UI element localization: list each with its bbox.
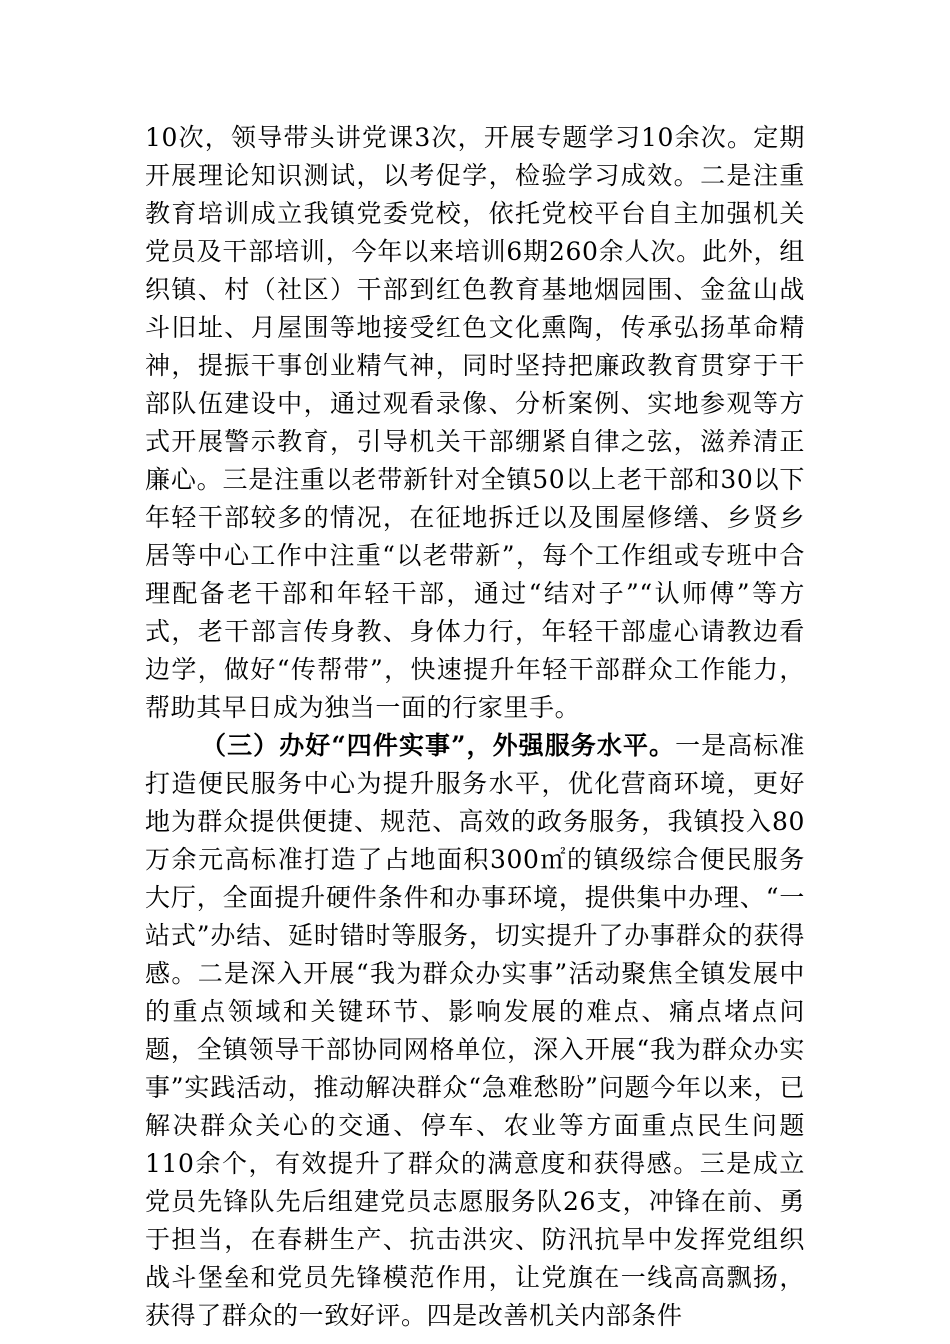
paragraph-body: 10次，领导带头讲党课3次，开展专题学习10余次。定期开展理论知识测试，以考促学，检验学习成效。二是注重教育培训成立我镇党委党校，依托党校平台自主加强机关党员及干部培训，今年以来培训6期260余人次。此外，组织镇、村（社区）干部到红色教育基地烟园围、金盆山战斗旧址、月屋围等地接受红色文化熏陶，传承弘扬革命精神，提振干事创业精气神，同时坚持把廉政教育贯穿于干部队伍建设中，通过观看录像、分析案例、实地参观等方式开展警示教育，引导机关干部绷紧自律之弦，滋养清正廉心。三是注重以老带新针对全镇50以上老干部和30以下年轻干部较多的情况，在征地拆迁以及围屋修缮、乡贤乡居等中心工作中注重“以老带新”，每个工作组或专班中合理配备老干部和年轻干部，通过“结对子”“认师傅”等方式，老干部言传身教、身体力行，年轻干部虚心请教边看边学，做好“传帮带”，快速提升年轻干部群众工作能力，帮助其早日成为独当一面的行家里手。 <box>145 123 805 722</box>
paragraph-section-three <box>145 727 805 1335</box>
document-page <box>145 119 805 1335</box>
section-heading: （三）办好“四件实事”，外强服务水平。 <box>201 731 676 760</box>
paragraph-continuation <box>145 119 805 727</box>
paragraph-body: 一是高标准打造便民服务中心为提升服务水平，优化营商环境，更好地为群众提供便捷、规范、高效的政务服务，我镇投入80万余元高标准打造了占地面积300㎡的镇级综合便民服务大厅，全面提升硬件条件和办事环境，提供集中办理、“一站式”办结、延时错时等服务，切实提升了办事群众的获得感。二是深入开展“我为群众办实事”活动聚焦全镇发展中的重点领域和关键环节、影响发展的难点、痛点堵点问题，全镇领导干部协同网格单位，深入开展“我为群众办实事”实践活动，推动解决群众“急难愁盼”问题今年以来，已解决群众关心的交通、停车、农业等方面重点民生问题110余个，有效提升了群众的满意度和获得感。三是成立党员先锋队先后组建党员志愿服务队26支，冲锋在前、勇于担当，在春耕生产、抗击洪灾、防汛抗旱中发挥党组织战斗堡垒和党员先锋模范作用，让党旗在一线高高飘扬，获得了群众的一致好评。四是改善机关内部条件 <box>145 731 805 1330</box>
